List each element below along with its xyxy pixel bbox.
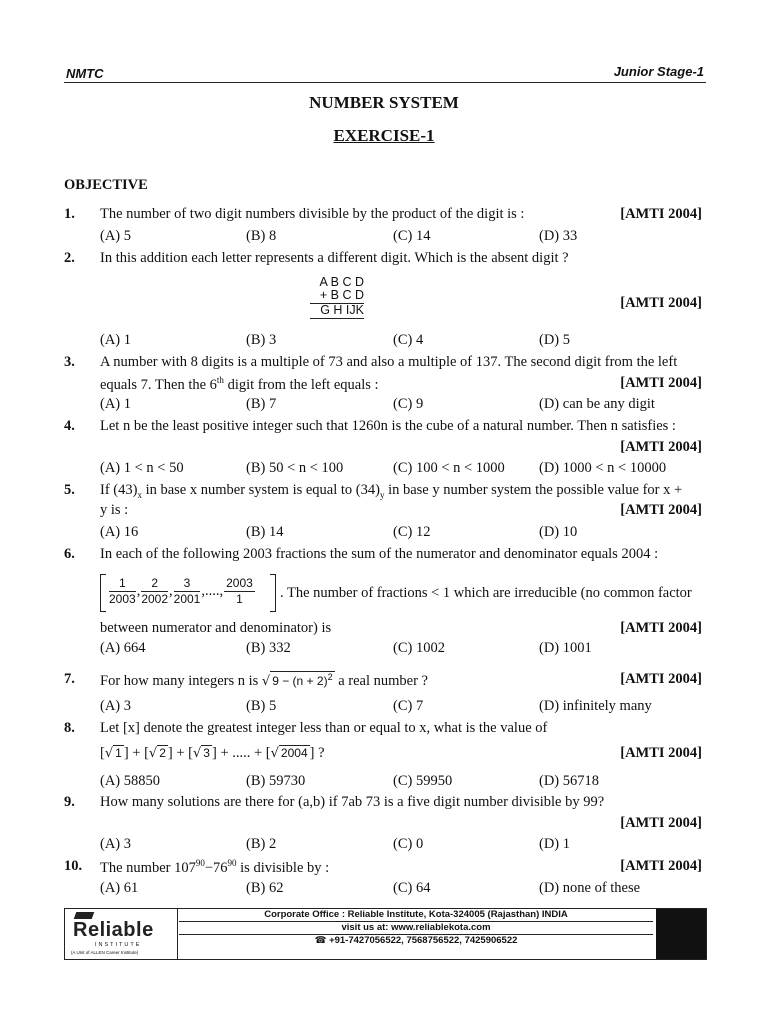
option-b: (B) 8 bbox=[246, 228, 277, 244]
institute-logo bbox=[65, 909, 178, 959]
question-text: Let [x] denote the greatest integer less than or equal to x, what is the value of bbox=[100, 720, 548, 736]
option-c: (C) 12 bbox=[393, 524, 431, 540]
option-a: (A) 1 bbox=[100, 332, 132, 348]
text-part: is divisible by : bbox=[236, 859, 330, 876]
numerator: 2 bbox=[141, 576, 168, 592]
text-part: ] ? bbox=[309, 745, 325, 761]
radical-sign: √ bbox=[148, 746, 158, 761]
question-text: Let n be the least positive integer such that 1260n is the cube of a natural number. Then n satisfies : bbox=[100, 418, 676, 434]
text-part: digit from the left equals : bbox=[223, 376, 379, 393]
question-text-line-2: . The number of fractions < 1 which are irreducible (no common factor bbox=[280, 585, 692, 601]
numerator: 2003 bbox=[226, 576, 253, 590]
question-text-line-3: between numerator and denominator) is bbox=[100, 620, 332, 636]
question-text: In each of the following 2003 fractions the sum of the numerator and denominator equals 2004 : bbox=[100, 546, 659, 562]
option-a: (A) 16 bbox=[100, 524, 139, 540]
text-part: ] + [ bbox=[167, 745, 193, 761]
left-bracket bbox=[100, 574, 106, 612]
option-c: (C) 4 bbox=[393, 332, 424, 348]
source-tag: [AMTI 2004] bbox=[620, 295, 702, 311]
source-tag: [AMTI 2004] bbox=[620, 858, 702, 874]
option-a: (A) 5 bbox=[100, 228, 132, 244]
subscript: x bbox=[137, 489, 142, 500]
phone-numbers: ☎ +91-7427056522, 7568756522, 7425906522 bbox=[314, 935, 518, 946]
sum-row: G H IJK bbox=[320, 303, 364, 317]
question-number: 8. bbox=[64, 720, 75, 736]
radicand: 3 bbox=[203, 746, 210, 760]
text-part: a real number ? bbox=[334, 673, 428, 689]
question-number: 2. bbox=[64, 250, 75, 266]
option-d: (D) 1 bbox=[539, 836, 571, 852]
superscript: 90 bbox=[195, 858, 205, 868]
fraction bbox=[141, 576, 168, 607]
option-a: (A) 1 bbox=[100, 396, 132, 412]
numerator: 3 bbox=[174, 576, 201, 592]
radicand: 1 bbox=[115, 746, 122, 760]
option-b: (B) 3 bbox=[246, 332, 277, 348]
question-number: 4. bbox=[64, 418, 75, 434]
question-number: 7. bbox=[64, 671, 75, 687]
header-rule bbox=[64, 82, 706, 83]
radical-sign: √ bbox=[104, 746, 114, 761]
numerator: 1 bbox=[109, 576, 136, 592]
source-tag: [AMTI 2004] bbox=[620, 502, 702, 518]
option-b: (B) 59730 bbox=[246, 773, 306, 789]
fraction bbox=[109, 576, 136, 607]
question-text bbox=[100, 671, 428, 690]
option-b: (B) 7 bbox=[246, 396, 277, 412]
header-right: Junior Stage-1 bbox=[613, 64, 704, 79]
text-part: For how many integers n is bbox=[100, 673, 259, 689]
subscript: y bbox=[379, 489, 385, 500]
option-c: (C) 100 < n < 1000 bbox=[393, 460, 505, 476]
page-number-box bbox=[656, 909, 706, 959]
superscript: 90 bbox=[227, 858, 237, 868]
office-address: Corporate Office : Reliable Institute, Kota-324005 (Rajasthan) INDIA bbox=[179, 909, 653, 922]
right-bracket bbox=[270, 574, 276, 612]
contact-info bbox=[179, 909, 653, 959]
page-title: NUMBER SYSTEM bbox=[309, 93, 459, 112]
radicand bbox=[270, 671, 334, 688]
text-part: ] + [ bbox=[123, 745, 149, 761]
radical-sign: √ bbox=[261, 674, 271, 689]
denominator: 2001 bbox=[173, 592, 201, 606]
question-text: A number with 8 digits is a multiple of 73 and also a multiple of 137. The second digit from the left bbox=[100, 354, 678, 370]
sum-underline bbox=[310, 318, 364, 319]
radicand: 2 bbox=[159, 746, 166, 760]
option-d: (D) can be any digit bbox=[539, 396, 655, 412]
option-c: (C) 64 bbox=[393, 880, 431, 896]
option-b: (B) 14 bbox=[246, 524, 284, 540]
page-footer bbox=[64, 908, 707, 960]
source-tag: [AMTI 2004] bbox=[620, 745, 702, 761]
logo-institute: INSTITUTE bbox=[95, 942, 142, 948]
source-tag: [AMTI 2004] bbox=[620, 206, 702, 222]
superscript: 2 bbox=[327, 672, 333, 682]
text-part: If (43) bbox=[100, 482, 138, 498]
option-d: (D) none of these bbox=[539, 880, 641, 896]
text-part: equals 7. Then the 6 bbox=[100, 376, 217, 393]
option-a: (A) 664 bbox=[100, 640, 146, 656]
option-d: (D) 10 bbox=[539, 524, 578, 540]
option-d: (D) 33 bbox=[539, 228, 578, 244]
radical-sign: √ bbox=[193, 746, 202, 761]
question-number: 6. bbox=[64, 546, 75, 562]
option-b: (B) 50 < n < 100 bbox=[246, 460, 344, 476]
question-text: The number of two digit numbers divisible by the product of the digit is : bbox=[100, 206, 525, 222]
option-b: (B) 332 bbox=[246, 640, 291, 656]
source-tag: [AMTI 2004] bbox=[620, 439, 702, 455]
question-text-line-2: y is : bbox=[100, 502, 129, 518]
addend-1: A B C D bbox=[319, 275, 364, 289]
text-part: in base y number system the possible value for x + bbox=[384, 482, 683, 498]
addition-puzzle bbox=[310, 276, 364, 319]
option-d: (D) 56718 bbox=[539, 773, 600, 789]
fraction bbox=[174, 576, 201, 607]
radicand: 2004 bbox=[280, 746, 308, 760]
option-a: (A) 61 bbox=[100, 880, 139, 896]
option-b: (B) 5 bbox=[246, 698, 277, 714]
option-a: (A) 1 < n < 50 bbox=[100, 460, 184, 476]
section-heading: OBJECTIVE bbox=[64, 177, 148, 193]
option-d: (D) 1001 bbox=[539, 640, 592, 656]
logo-unit: (A Unit of ALLEN Career Institute) bbox=[71, 950, 139, 955]
question-text bbox=[100, 858, 329, 877]
option-d: (D) 1000 < n < 10000 bbox=[539, 460, 667, 476]
radicand-text: 9 − (n + 2) bbox=[272, 674, 328, 688]
question-number: 9. bbox=[64, 794, 75, 810]
question-text: How many solutions are there for (a,b) if 7ab 73 is a five digit number divisible by 99? bbox=[100, 794, 605, 810]
option-b: (B) 62 bbox=[246, 880, 284, 896]
page-header bbox=[64, 64, 706, 82]
text-part: ] + ..... + [ bbox=[211, 745, 271, 761]
option-d: (D) infinitely many bbox=[539, 698, 652, 714]
addend-2: + B C D bbox=[319, 288, 364, 302]
question-text-line-2 bbox=[100, 375, 379, 394]
text-part: The number 107 bbox=[100, 859, 196, 876]
header-left: NMTC bbox=[66, 66, 104, 81]
text-part: in base x number system is equal to (34) bbox=[141, 482, 380, 498]
option-b: (B) 2 bbox=[246, 836, 277, 852]
fraction bbox=[224, 576, 255, 607]
option-a: (A) 3 bbox=[100, 836, 132, 852]
option-c: (C) 1002 bbox=[393, 640, 445, 656]
superscript: th bbox=[216, 375, 224, 385]
denominator: 2003 bbox=[109, 592, 136, 606]
graduation-cap-icon bbox=[74, 912, 95, 919]
option-c: (C) 14 bbox=[393, 228, 431, 244]
option-c: (C) 7 bbox=[393, 698, 424, 714]
source-tag: [AMTI 2004] bbox=[620, 620, 702, 636]
option-a: (A) 3 bbox=[100, 698, 132, 714]
source-tag: [AMTI 2004] bbox=[620, 671, 702, 687]
logo-brand: Reliable bbox=[73, 919, 154, 941]
option-d: (D) 5 bbox=[539, 332, 571, 348]
exercise-title: EXERCISE-1 bbox=[333, 126, 435, 145]
radical-sign: √ bbox=[270, 746, 279, 761]
fraction-list: $\frac{1}{2003}$ , $\frac{2}{2002}$ , $\frac{3}{2001}$ ,...., $\frac{2003}{1}$ bbox=[109, 576, 253, 606]
question-expression bbox=[100, 745, 325, 762]
question-number: 10. bbox=[64, 858, 83, 874]
website[interactable]: visit us at: www.reliablekota.com bbox=[179, 922, 653, 935]
denominator: 2002 bbox=[141, 592, 169, 606]
question-text: In this addition each letter represents a different digit. Which is the absent digit ? bbox=[100, 250, 569, 266]
question-number: 3. bbox=[64, 354, 75, 370]
text-part: [ bbox=[100, 745, 105, 761]
question-number: 1. bbox=[64, 206, 75, 222]
text-part: −76 bbox=[204, 859, 228, 876]
denominator: 1 bbox=[236, 592, 243, 606]
option-a: (A) 58850 bbox=[100, 773, 161, 789]
option-c: (C) 9 bbox=[393, 396, 424, 412]
ellipsis: ,...., bbox=[201, 582, 224, 599]
option-c: (C) 0 bbox=[393, 836, 424, 852]
source-tag: [AMTI 2004] bbox=[620, 815, 702, 831]
option-c: (C) 59950 bbox=[393, 773, 453, 789]
question-number: 5. bbox=[64, 482, 75, 498]
source-tag: [AMTI 2004] bbox=[620, 375, 702, 391]
question-text bbox=[100, 482, 682, 500]
